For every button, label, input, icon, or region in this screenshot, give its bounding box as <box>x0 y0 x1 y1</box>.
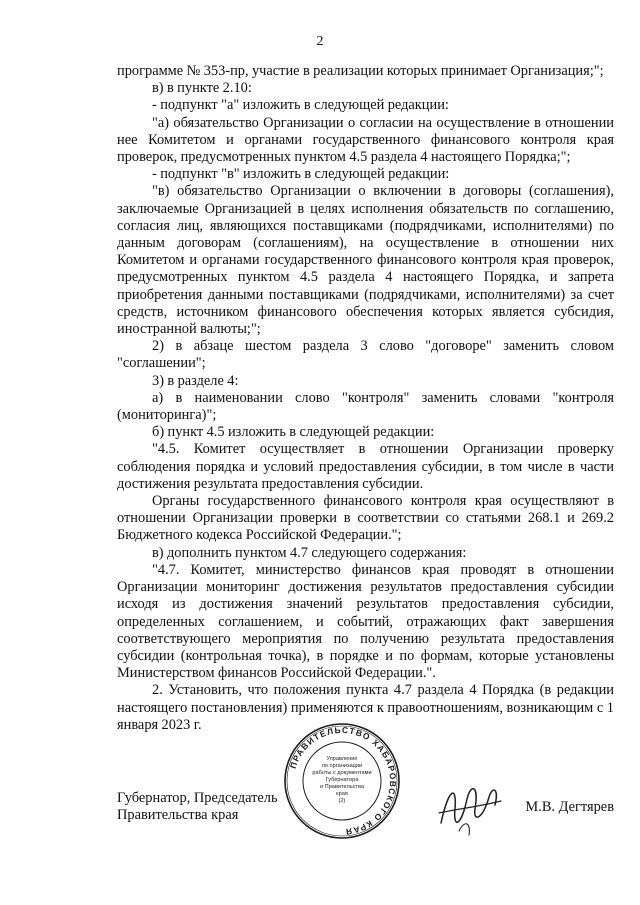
seal-line: и Правительства <box>320 784 364 790</box>
paragraph: "а) обязательство Организации о согласии на осуществление в отношении нее Комитетом и органами государственного финансового контроля края проверок, предусмотренных пунктом 4.5 раздела 4 настоящего Порядка;"; <box>117 114 614 166</box>
paragraph: "в) обязательство Организации о включении в договоры (соглашения), заключаемые Организацией в целях исполнения обязательств по соглашению, согласия лиц, являющихся поставщиками (подрядчиками, исполнителями) по данным договорам (соглашениям), на осуществление в отношении них Комитетом и органами государственного финансового контроля края проверок, предусмотренных пунктом 4.5 раздела 4 настоящего Порядка, и запрета приобретения данными поставщиками (подрядчиками, исполнителями) за счет средств, источником финансового обеспечения которых является субсидия, иностранной валюты;"; <box>117 183 614 338</box>
signatory-title <box>117 790 278 824</box>
paragraph: в) дополнить пунктом 4.7 следующего содержания: <box>152 544 467 561</box>
page-number: 2 <box>316 34 324 49</box>
paragraph: - подпункт "в" изложить в следующей редакции: <box>152 166 450 183</box>
official-seal <box>282 721 402 841</box>
paragraph: "4.5. Комитет осуществляет в отношении Организации проверку соблюдения порядка и условий предоставления субсидии, в том числе в части достижения результата предоставления субсидии. <box>117 441 614 492</box>
signature-block <box>117 724 614 875</box>
seal-line: (2) <box>338 798 346 804</box>
seal-line: Губернатора <box>325 777 359 783</box>
paragraph: а) в наименовании слово "контроля" заменить словами "контроля (мониторинга)"; <box>117 389 614 424</box>
paragraph: "4.7. Комитет, министерство финансов края проводят в отношении Организации мониторинг достижения результатов предоставления субсидии исходя из достижения значений результатов предоставления субсидии, определенных соглашением, и событий, отражающих факт завершения соответствующего мероприятия по получению результата предоставления субсидии (контрольная точка), в порядке и по формам, которые установлены Министерством финансов Российской Федерации.". <box>117 561 614 682</box>
signatory-title-line: Правительства края <box>117 807 239 823</box>
paragraph: 3) в разделе 4: <box>152 372 239 389</box>
handwritten-signature <box>435 779 503 839</box>
seal-line: Управление <box>326 756 358 762</box>
seal-line: края <box>336 791 348 797</box>
paragraph: 2) в абзаце шестом раздела 3 слово "договоре" заменить словом "соглашении"; <box>117 338 614 372</box>
signatory-name: М.В. Дегтярев <box>525 799 614 815</box>
paragraph: в) в пункте 2.10: <box>152 80 252 97</box>
seal-line: по организации <box>321 763 363 769</box>
signatory-title-line: Губернатор, Председатель <box>117 790 278 806</box>
document-body <box>117 63 614 734</box>
paragraph: б) пункт 4.5 изложить в следующей редакции: <box>152 424 435 441</box>
paragraph: 2. Установить, что положения пункта 4.7 раздела 4 Порядка (в редакции настоящего постановления) применяются к правоотношениям, возникающим с 1 января 2023 г. <box>117 682 614 733</box>
paragraph: Органы государственного финансового контроля края осуществляют в отношении Организации проверки в соответствии со статьями 268.1 и 269.2 Бюджетного кодекса Российской Федерации."; <box>117 493 614 544</box>
paragraph: - подпункт "а" изложить в следующей редакции: <box>152 97 449 114</box>
seal-line: работы с документами <box>312 770 372 776</box>
paragraph: программе № 353-пр, участие в реализации которых принимает Организация;"; <box>117 63 604 79</box>
seal-ring-text: ПРАВИТЕЛЬСТВО ХАБАРОВСКОГО КРАЯ <box>287 724 399 838</box>
